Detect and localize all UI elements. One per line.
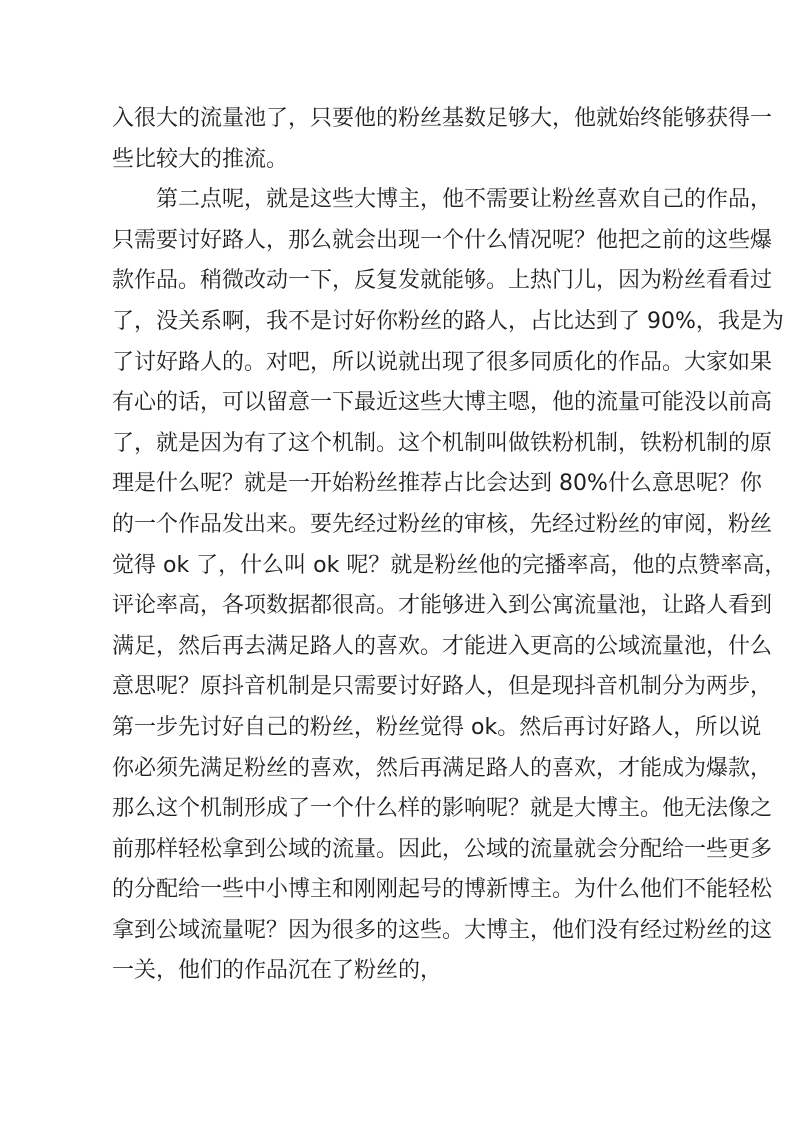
- text-line: 前那样轻松拿到公域的流量。因此，公域的流量就会分配给一些更多: [112, 836, 773, 862]
- text-line: 的分配给一些中小博主和刚刚起号的博新博主。为什么他们不能轻松: [112, 877, 773, 903]
- text-line: 了，没关系啊，我不是讨好你粉丝的路人，占比达到了 90%，我是为: [112, 308, 784, 334]
- body-text: [112, 99, 787, 992]
- text-line: 评论率高，各项数据都很高。才能够进入到公寓流量池，让路人看到: [112, 593, 773, 619]
- text-line: 觉得 ok 了，什么叫 ok 呢？就是粉丝他的完播率高，他的点赞率高，: [112, 552, 787, 578]
- text-line: 那么这个机制形成了一个什么样的影响呢？就是大博主。他无法像之: [112, 796, 773, 822]
- text-line: 了讨好路人的。对吧，所以说就出现了很多同质化的作品。大家如果: [112, 349, 773, 375]
- text-line: 满足，然后再去满足路人的喜欢。才能进入更高的公域流量池，什么: [112, 633, 773, 659]
- text-line: 你必须先满足粉丝的喜欢，然后再满足路人的喜欢，才能成为爆款，: [112, 755, 773, 781]
- text-line: 了，就是因为有了这个机制。这个机制叫做铁粉机制，铁粉机制的原: [112, 430, 773, 456]
- text-line: 入很大的流量池了，只要他的粉丝基数足够大，他就始终能够获得一: [112, 106, 773, 131]
- text-line: 一关，他们的作品沉在了粉丝的，: [112, 958, 443, 984]
- text-line: 第二点呢，就是这些大博主，他不需要让粉丝喜欢自己的作品，: [156, 187, 773, 213]
- text-line: 理是什么呢？就是一开始粉丝推荐占比会达到 80%什么意思呢？你: [112, 471, 762, 497]
- text-line: 只需要讨好路人，那么就会出现一个什么情况呢？他把之前的这些爆: [112, 227, 773, 253]
- text-line: 拿到公域流量呢？因为很多的这些。大博主，他们没有经过粉丝的这: [112, 917, 773, 943]
- text-line: 第一步先讨好自己的粉丝，粉丝觉得 ok。然后再讨好路人，所以说: [112, 714, 762, 740]
- text-line: 有心的话，可以留意一下最近这些大博主嗯，他的流量可能没以前高: [112, 390, 773, 416]
- text-line: 意思呢？原抖音机制是只需要讨好路人，但是现抖音机制分为两步，: [112, 674, 773, 700]
- text-line: 的一个作品发出来。要先经过粉丝的审核，先经过粉丝的审阅，粉丝: [112, 511, 773, 537]
- text-line: 款作品。稍微改动一下，反复发就能够。上热门儿，因为粉丝看看过: [112, 268, 773, 294]
- text-line: 些比较大的推流。: [112, 146, 289, 172]
